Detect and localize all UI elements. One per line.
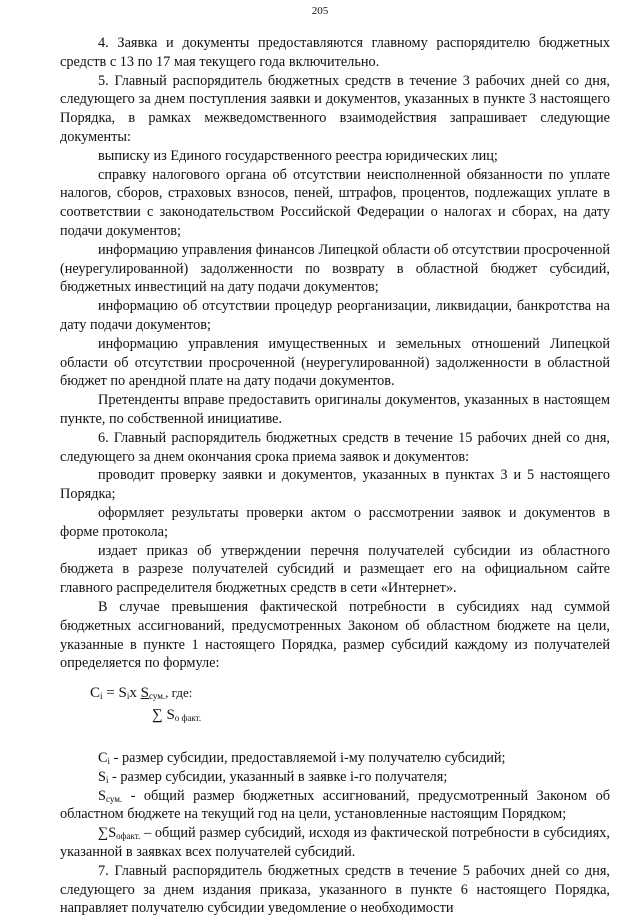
definition-text: - размер субсидии, предоставляемой i-му получателю субсидий; [110, 750, 506, 767]
definition-text: – общий размер субсидий, исходя из фактической потребности в субсидиях, указанной в заявках всех получателей субсидий. [60, 825, 610, 861]
definition-sub: i [105, 774, 109, 785]
definition-symbol: S [98, 787, 106, 804]
paragraph: проводит проверку заявки и документов, указанных в пунктах 3 и 5 настоящего Порядка; [60, 467, 610, 503]
subsidy-formula [60, 679, 610, 749]
paragraph: В случае превышения фактической потребности в субсидиях над суммой бюджетных ассигнований, предусмотренных Законом об областном бюджете на цели, указанные в пункте 1 настоящего Порядка, размер субсидий каждому из получателей определяется по формуле: [60, 598, 610, 672]
definition-symbol: S [98, 768, 106, 785]
formula-lhs-sub: i [100, 691, 103, 702]
paragraph: справку налогового органа об отсутствии неисполненной обязанности по уплате налогов, сборов, страховых взносов, пеней, штрафов, процентов, подлежащих уплате в соответствии с законодательством Российской Федерации о налогах и сборах, на дату подачи документов; [60, 166, 610, 239]
paragraph: 4. Заявка и документы предоставляются главному распорядителю бюджетных средств с 13 по 17 мая текущего года включительно. [60, 35, 610, 70]
definition-sub: i [107, 756, 111, 767]
paragraph: 6. Главный распорядитель бюджетных средств в течение 15 рабочих дней со дня, следующего за днем окончания срока приема заявок и документов: [60, 429, 610, 465]
paragraph: 5. Главный распорядитель бюджетных средств в течение 3 рабочих дней со дня, следующего за днем поступления заявки и документов, указанных в пункте 3 настоящего Порядка, в рамках межведомственного взаимодействия запрашивает следующие документы: [60, 72, 610, 145]
paragraph: издает приказ об утверждении перечня получателей субсидии из областного бюджета в разрезе получателей субсидий и размещает его на официальном сайте главного распределителя бюджетных средств в сети «Интернет». [60, 542, 610, 597]
definition-text: - размер субсидии, указанный в заявке i-го получателя; [108, 768, 448, 785]
definition [60, 749, 610, 768]
formula-denominator [152, 707, 201, 724]
paragraph: информацию управления имущественных и земельных отношений Липецкой области об отсутствии просроченной (неурегулированной) задолженности в областной бюджет по арендной плате на дату подачи документов. [60, 335, 610, 390]
definition [60, 787, 610, 825]
paragraph: оформляет результаты проверки актом о рассмотрении заявок и документов в форме протокола; [60, 504, 610, 540]
definition [60, 768, 610, 787]
definition-sub: сум. [105, 793, 123, 804]
formula-where: , где: [165, 685, 193, 701]
formula-denominator-symbol: ∑ S [152, 707, 175, 724]
paragraph: Претенденты вправе предоставить оригиналы документов, указанных в настоящем пункте, по собственной инициативе. [60, 392, 610, 427]
formula-numerator-line [90, 685, 192, 702]
definition-sub: офакт. [116, 831, 141, 842]
definition-symbol: C [98, 750, 108, 767]
definition-text: - общий размер бюджетных ассигнований, предусмотренный Законом об областном бюджете на текущий год на цели, установленные настоящим Порядком; [60, 787, 610, 823]
paragraph: информацию управления финансов Липецкой области об отсутствии просроченной (неурегулированной) задолженности по возврату в областной бюджет субсидий, бюджетных инвестиций на дату подачи документов; [60, 241, 610, 296]
paragraph: выписку из Единого государственного реестра юридических лиц; [98, 147, 498, 164]
formula-times: x [129, 685, 141, 702]
formula-s-sub: i [126, 691, 130, 702]
formula-sum-symbol: S [140, 685, 149, 702]
paragraph: информацию об отсутствии процедур реорганизации, ликвидации, банкротства на дату подачи документов; [60, 298, 610, 333]
paragraph: 7. Главный распорядитель бюджетных средств в течение 5 рабочих дней со дня, следующего за днем издания приказа, указанного в пункте 6 настоящего Порядка, направляет получателю субсидии уведомление о необходимости [60, 862, 610, 917]
definition [60, 824, 610, 862]
formula-sum-sub: сум. [148, 691, 166, 702]
formula-sum-term [141, 685, 166, 701]
document-body [60, 34, 610, 918]
definition-symbol: ∑S [98, 825, 117, 842]
formula-lhs: C [90, 685, 101, 702]
formula-denominator-sub: о факт. [174, 713, 202, 724]
page-number: 205 [311, 5, 329, 17]
formula-eq: = S [102, 685, 127, 702]
